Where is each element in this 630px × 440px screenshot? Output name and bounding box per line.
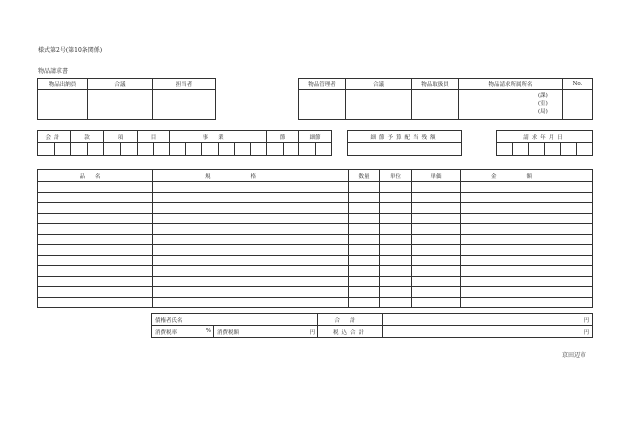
header-saisetsu: 細節 xyxy=(299,131,332,143)
item-cell[interactable] xyxy=(349,266,380,277)
item-cell[interactable] xyxy=(38,245,153,256)
item-cell[interactable] xyxy=(412,224,461,235)
item-cell[interactable] xyxy=(380,224,412,235)
item-cell[interactable] xyxy=(38,213,153,224)
code-cell[interactable] xyxy=(104,143,121,156)
stamp-property-handler[interactable] xyxy=(412,90,459,120)
header-requesting-department: 物品請求所属所名 xyxy=(459,79,563,90)
item-cell[interactable] xyxy=(380,203,412,214)
item-cell[interactable] xyxy=(349,245,380,256)
item-cell[interactable] xyxy=(349,213,380,224)
item-cell[interactable] xyxy=(380,287,412,298)
header-spec: 規格 xyxy=(153,170,349,182)
item-cell[interactable] xyxy=(153,192,349,203)
code-cell[interactable] xyxy=(284,143,299,156)
budget-balance-table xyxy=(347,130,462,156)
code-cell[interactable] xyxy=(251,143,267,156)
total-label: 合計 xyxy=(318,314,383,326)
tax-rate-label: 消費税率 xyxy=(155,329,178,336)
balance-label: 細節予算配当残額 xyxy=(348,131,462,143)
item-cell[interactable] xyxy=(380,255,412,266)
tax-amount-cell[interactable] xyxy=(214,326,318,338)
item-cell[interactable] xyxy=(412,234,461,245)
table-row xyxy=(38,213,593,224)
balance-value[interactable] xyxy=(348,143,462,156)
item-cell[interactable] xyxy=(412,287,461,298)
code-cell[interactable] xyxy=(121,143,138,156)
table-row xyxy=(38,203,593,214)
header-moku: 目 xyxy=(138,131,170,143)
item-cell[interactable] xyxy=(412,203,461,214)
item-cell[interactable] xyxy=(380,297,412,308)
header-amount: 金額 xyxy=(461,170,593,182)
issuer-name: 京田辺市 xyxy=(562,352,587,359)
item-cell[interactable] xyxy=(349,224,380,235)
tax-amount-label: 消費税額 xyxy=(217,329,240,336)
approval-table-right xyxy=(298,78,593,120)
item-cell[interactable] xyxy=(153,287,349,298)
item-cell[interactable] xyxy=(38,287,153,298)
total-value[interactable]: 円 xyxy=(383,314,593,326)
item-cell[interactable] xyxy=(38,266,153,277)
item-cell[interactable] xyxy=(153,203,349,214)
item-cell[interactable] xyxy=(380,276,412,287)
suffix-shitsu: (室) xyxy=(538,101,548,107)
item-cell[interactable] xyxy=(461,234,593,245)
tax-included-total-value[interactable]: 円 xyxy=(383,326,593,338)
header-property-manager: 物品管理者 xyxy=(299,79,346,90)
stamp-property-manager[interactable] xyxy=(299,90,346,120)
item-cell[interactable] xyxy=(380,234,412,245)
item-cell[interactable] xyxy=(412,245,461,256)
code-cell[interactable] xyxy=(202,143,219,156)
code-cell[interactable] xyxy=(88,143,104,156)
item-cell[interactable] xyxy=(412,192,461,203)
footer-table xyxy=(151,313,593,338)
code-cell[interactable] xyxy=(170,143,186,156)
item-cell[interactable] xyxy=(349,234,380,245)
table-row xyxy=(38,182,593,193)
header-setsu: 節 xyxy=(267,131,299,143)
item-cell[interactable] xyxy=(380,182,412,193)
table-row xyxy=(38,192,593,203)
item-cell[interactable] xyxy=(461,245,593,256)
header-unit: 単位 xyxy=(380,170,412,182)
item-cell[interactable] xyxy=(461,192,593,203)
item-cell[interactable] xyxy=(153,297,349,308)
header-kou: 項 xyxy=(104,131,138,143)
item-cell[interactable] xyxy=(461,297,593,308)
header-unit-price: 単価 xyxy=(412,170,461,182)
item-cell[interactable] xyxy=(349,182,380,193)
tax-included-total-label: 税込合計 xyxy=(318,326,383,338)
code-cell[interactable] xyxy=(267,143,284,156)
percent-sign: % xyxy=(205,327,211,334)
item-cell[interactable] xyxy=(153,213,349,224)
item-cell[interactable] xyxy=(349,297,380,308)
table-row xyxy=(38,266,593,277)
request-date-label: 請求年月日 xyxy=(497,131,593,143)
code-cell[interactable] xyxy=(138,143,154,156)
form-title: 物品請求書 xyxy=(38,68,69,75)
date-cell[interactable] xyxy=(561,143,577,156)
item-cell[interactable] xyxy=(461,224,593,235)
header-number: No. xyxy=(563,79,593,90)
item-cell[interactable] xyxy=(153,245,349,256)
item-cell[interactable] xyxy=(153,276,349,287)
header-quantity: 数量 xyxy=(349,170,380,182)
item-cell[interactable] xyxy=(349,255,380,266)
header-person-in-charge: 担当者 xyxy=(153,79,216,90)
code-cell[interactable] xyxy=(186,143,202,156)
item-cell[interactable] xyxy=(38,297,153,308)
code-cell[interactable] xyxy=(235,143,251,156)
code-cell[interactable] xyxy=(299,143,316,156)
item-cell[interactable] xyxy=(349,287,380,298)
item-cell[interactable] xyxy=(461,287,593,298)
stamp-person-in-charge[interactable] xyxy=(153,90,216,120)
item-cell[interactable] xyxy=(38,234,153,245)
suffix-kyoku: (局) xyxy=(538,109,548,115)
header-consultation: 合議 xyxy=(88,79,153,90)
header-cashier: 物品出納員 xyxy=(38,79,88,90)
number-cell[interactable] xyxy=(563,90,593,120)
item-cell[interactable] xyxy=(380,245,412,256)
code-cell[interactable] xyxy=(71,143,88,156)
request-date-table xyxy=(496,130,593,156)
stamp-consultation[interactable] xyxy=(88,90,153,120)
header-accounting: 会計 xyxy=(38,131,71,143)
item-cell[interactable] xyxy=(461,182,593,193)
item-cell[interactable] xyxy=(461,213,593,224)
code-cell[interactable] xyxy=(55,143,71,156)
form-number: 様式第2号(第10条関係) xyxy=(38,47,103,54)
date-cell[interactable] xyxy=(529,143,545,156)
creditor-name-label: 債権者氏名 xyxy=(152,314,318,326)
department-suffixes xyxy=(538,92,548,116)
header-consultation-right: 合議 xyxy=(346,79,412,90)
item-cell[interactable] xyxy=(461,255,593,266)
code-cell[interactable] xyxy=(154,143,170,156)
header-kan: 款 xyxy=(71,131,104,143)
item-cell[interactable] xyxy=(380,213,412,224)
item-cell[interactable] xyxy=(38,203,153,214)
item-cell[interactable] xyxy=(461,266,593,277)
date-cell[interactable] xyxy=(513,143,529,156)
table-row xyxy=(38,245,593,256)
items-table xyxy=(37,169,593,308)
item-cell[interactable] xyxy=(38,192,153,203)
stamp-consultation-right[interactable] xyxy=(346,90,412,120)
table-row xyxy=(38,255,593,266)
item-cell[interactable] xyxy=(38,276,153,287)
item-cell[interactable] xyxy=(153,234,349,245)
item-cell[interactable] xyxy=(412,297,461,308)
tax-rate-cell[interactable] xyxy=(152,326,214,338)
item-cell[interactable] xyxy=(349,203,380,214)
date-cell[interactable] xyxy=(545,143,561,156)
header-item-name: 品名 xyxy=(38,170,153,182)
item-cell[interactable] xyxy=(461,203,593,214)
item-cell[interactable] xyxy=(38,182,153,193)
table-row xyxy=(38,234,593,245)
item-cell[interactable] xyxy=(349,276,380,287)
budget-code-table xyxy=(37,130,332,156)
date-cell[interactable] xyxy=(497,143,513,156)
item-cell[interactable] xyxy=(412,266,461,277)
header-property-handler: 物品取扱員 xyxy=(412,79,459,90)
approval-table-left xyxy=(37,78,216,120)
item-cell[interactable] xyxy=(380,192,412,203)
tax-amount-yen: 円 xyxy=(309,329,316,336)
code-cell[interactable] xyxy=(316,143,332,156)
item-cell[interactable] xyxy=(349,192,380,203)
suffix-ka: (課) xyxy=(538,93,548,99)
header-project: 事業 xyxy=(170,131,267,143)
item-cell[interactable] xyxy=(412,213,461,224)
code-cell[interactable] xyxy=(38,143,55,156)
item-cell[interactable] xyxy=(412,276,461,287)
table-row xyxy=(38,276,593,287)
item-cell[interactable] xyxy=(153,266,349,277)
stamp-cashier[interactable] xyxy=(38,90,88,120)
date-cell[interactable] xyxy=(577,143,593,156)
item-cell[interactable] xyxy=(38,224,153,235)
item-cell[interactable] xyxy=(153,255,349,266)
item-cell[interactable] xyxy=(461,276,593,287)
item-cell[interactable] xyxy=(412,255,461,266)
item-cell[interactable] xyxy=(412,182,461,193)
item-cell[interactable] xyxy=(153,182,349,193)
item-cell[interactable] xyxy=(38,255,153,266)
item-cell[interactable] xyxy=(380,266,412,277)
code-cell[interactable] xyxy=(219,143,235,156)
item-cell[interactable] xyxy=(153,224,349,235)
table-row xyxy=(38,287,593,298)
table-row xyxy=(38,224,593,235)
table-row xyxy=(38,297,593,308)
